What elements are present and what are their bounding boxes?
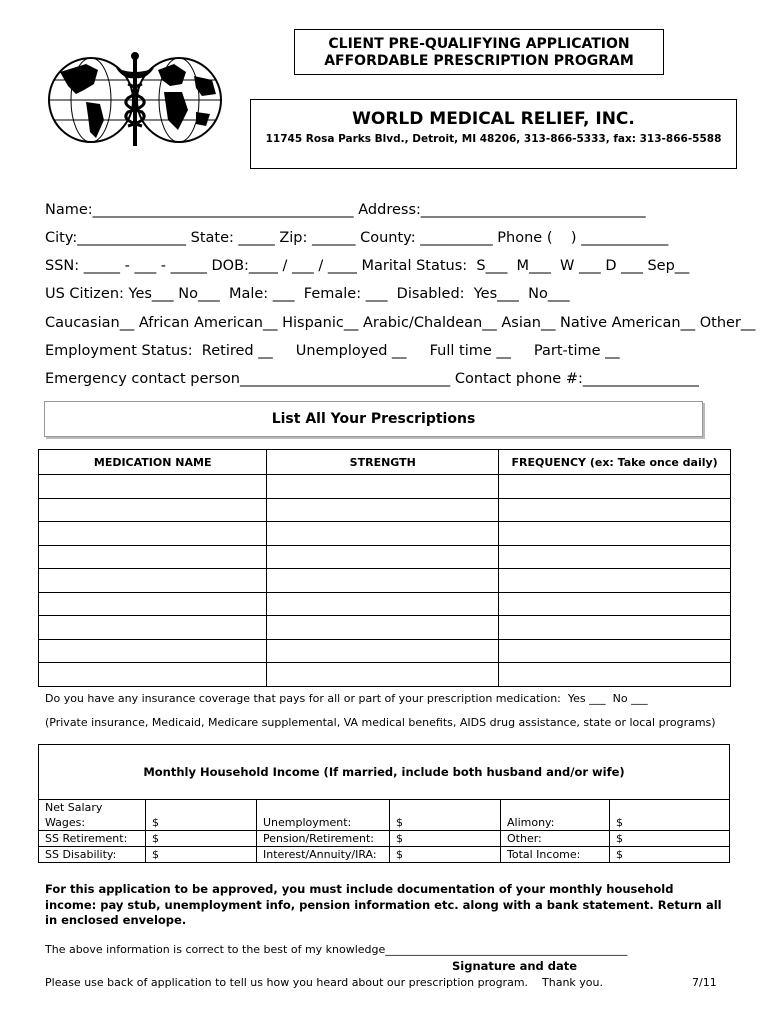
strength-cell[interactable] <box>267 616 499 640</box>
net-salary-value[interactable]: $ <box>146 800 257 831</box>
insurance-question[interactable]: Do you have any insurance coverage that pays for all or part of your prescription medication: Yes ___ No ___ <box>45 692 648 705</box>
organization-name: WORLD MEDICAL RELIEF, INC. <box>352 109 635 129</box>
unemployment-value[interactable]: $ <box>390 800 501 831</box>
column-frequency: FREQUENCY (ex: Take once daily) <box>499 450 731 475</box>
table-row[interactable] <box>39 663 731 687</box>
application-title: CLIENT PRE-QUALIFYING APPLICATION <box>328 36 630 52</box>
organization-address: 11745 Rosa Parks Blvd., Detroit, MI 48206, 313-866-5333, fax: 313-866-5588 <box>265 133 722 145</box>
medication-cell[interactable] <box>39 498 267 522</box>
emergency-contact-line[interactable]: Emergency contact person_____________________________ Contact phone #:________________ <box>45 371 699 387</box>
medication-cell[interactable] <box>39 639 267 663</box>
strength-cell[interactable] <box>267 475 499 499</box>
strength-cell[interactable] <box>267 498 499 522</box>
table-row <box>39 800 730 831</box>
net-salary-label: Net Salary Wages: <box>39 800 146 831</box>
pension-label: Pension/Retirement: <box>257 831 390 847</box>
table-row[interactable] <box>39 592 731 616</box>
ethnicity-line[interactable]: Caucasian__ African American__ Hispanic__ Arabic/Chaldean__ Asian__ Native American__ Other__ <box>45 315 756 331</box>
interest-value[interactable]: $ <box>390 847 501 863</box>
name-address-line[interactable]: Name:____________________________________ Address:_______________________________ <box>45 202 646 218</box>
unemployment-label: Unemployment: <box>257 800 390 831</box>
medication-cell[interactable] <box>39 522 267 546</box>
medication-cell[interactable] <box>39 569 267 593</box>
frequency-cell[interactable] <box>499 498 731 522</box>
organization-box <box>250 99 737 169</box>
back-of-application-note: Please use back of application to tell us how you heard about our prescription program. Thank you. <box>45 976 603 989</box>
employment-status-line[interactable]: Employment Status: Retired __ Unemployed __ Full time __ Part-time __ <box>45 343 620 359</box>
program-title: AFFORDABLE PRESCRIPTION PROGRAM <box>324 53 634 69</box>
pension-value[interactable]: $ <box>390 831 501 847</box>
signature-label: Signature and date <box>452 959 578 973</box>
application-title-box <box>294 29 664 75</box>
total-income-value[interactable]: $ <box>610 847 730 863</box>
prescriptions-heading: List All Your Prescriptions <box>44 401 703 437</box>
income-table <box>38 799 730 863</box>
frequency-cell[interactable] <box>499 569 731 593</box>
other-income-value[interactable]: $ <box>610 831 730 847</box>
ss-disability-label: SS Disability: <box>39 847 146 863</box>
ss-retirement-value[interactable]: $ <box>146 831 257 847</box>
strength-cell[interactable] <box>267 569 499 593</box>
prescriptions-table <box>38 449 731 687</box>
citizen-gender-disabled-line[interactable]: US Citizen: Yes___ No___ Male: ___ Female: ___ Disabled: Yes___ No___ <box>45 286 570 302</box>
frequency-cell[interactable] <box>499 522 731 546</box>
table-row[interactable] <box>39 569 731 593</box>
table-row[interactable] <box>39 522 731 546</box>
table-row[interactable] <box>39 475 731 499</box>
table-header-row <box>39 450 731 475</box>
interest-label: Interest/Annuity/IRA: <box>257 847 390 863</box>
frequency-cell[interactable] <box>499 663 731 687</box>
frequency-cell[interactable] <box>499 616 731 640</box>
total-income-label: Total Income: <box>501 847 610 863</box>
ss-retirement-label: SS Retirement: <box>39 831 146 847</box>
documentation-note: For this application to be approved, you must include documentation of your monthly household income: pay stub, unemployment info, pension information etc. along with a bank statement. Return all in enclosed envelope. <box>45 882 722 927</box>
strength-cell[interactable] <box>267 639 499 663</box>
ssn-dob-marital-line[interactable]: SSN: _____ - ___ - _____ DOB:____ / ___ / ____ Marital Status: S___ M___ W ___ D ___ Sep__ <box>45 258 690 274</box>
alimony-value[interactable]: $ <box>610 800 730 831</box>
form-version: 7/11 <box>692 976 717 989</box>
medication-cell[interactable] <box>39 545 267 569</box>
table-row[interactable] <box>39 639 731 663</box>
frequency-cell[interactable] <box>499 592 731 616</box>
table-row <box>39 831 730 847</box>
strength-cell[interactable] <box>267 545 499 569</box>
frequency-cell[interactable] <box>499 475 731 499</box>
certification-line[interactable]: The above information is correct to the best of my knowledge____________________________________________ <box>45 943 628 956</box>
medication-cell[interactable] <box>39 616 267 640</box>
table-row <box>39 847 730 863</box>
column-strength: STRENGTH <box>267 450 499 475</box>
ss-disability-value[interactable]: $ <box>146 847 257 863</box>
alimony-label: Alimony: <box>501 800 610 831</box>
frequency-cell[interactable] <box>499 545 731 569</box>
city-state-zip-line[interactable]: City:_______________ State: _____ Zip: ______ County: __________ Phone ( ) ____________ <box>45 230 669 246</box>
column-medication-name: MEDICATION NAME <box>39 450 267 475</box>
world-medical-relief-logo <box>46 50 226 154</box>
insurance-examples: (Private insurance, Medicaid, Medicare supplemental, VA medical benefits, AIDS drug assistance, state or local programs) <box>45 716 716 729</box>
table-row[interactable] <box>39 616 731 640</box>
medication-cell[interactable] <box>39 592 267 616</box>
strength-cell[interactable] <box>267 522 499 546</box>
table-row[interactable] <box>39 545 731 569</box>
medication-cell[interactable] <box>39 475 267 499</box>
strength-cell[interactable] <box>267 592 499 616</box>
medication-cell[interactable] <box>39 663 267 687</box>
frequency-cell[interactable] <box>499 639 731 663</box>
strength-cell[interactable] <box>267 663 499 687</box>
table-row[interactable] <box>39 498 731 522</box>
other-income-label: Other: <box>501 831 610 847</box>
income-heading: Monthly Household Income (If married, include both husband and/or wife) <box>38 744 730 800</box>
